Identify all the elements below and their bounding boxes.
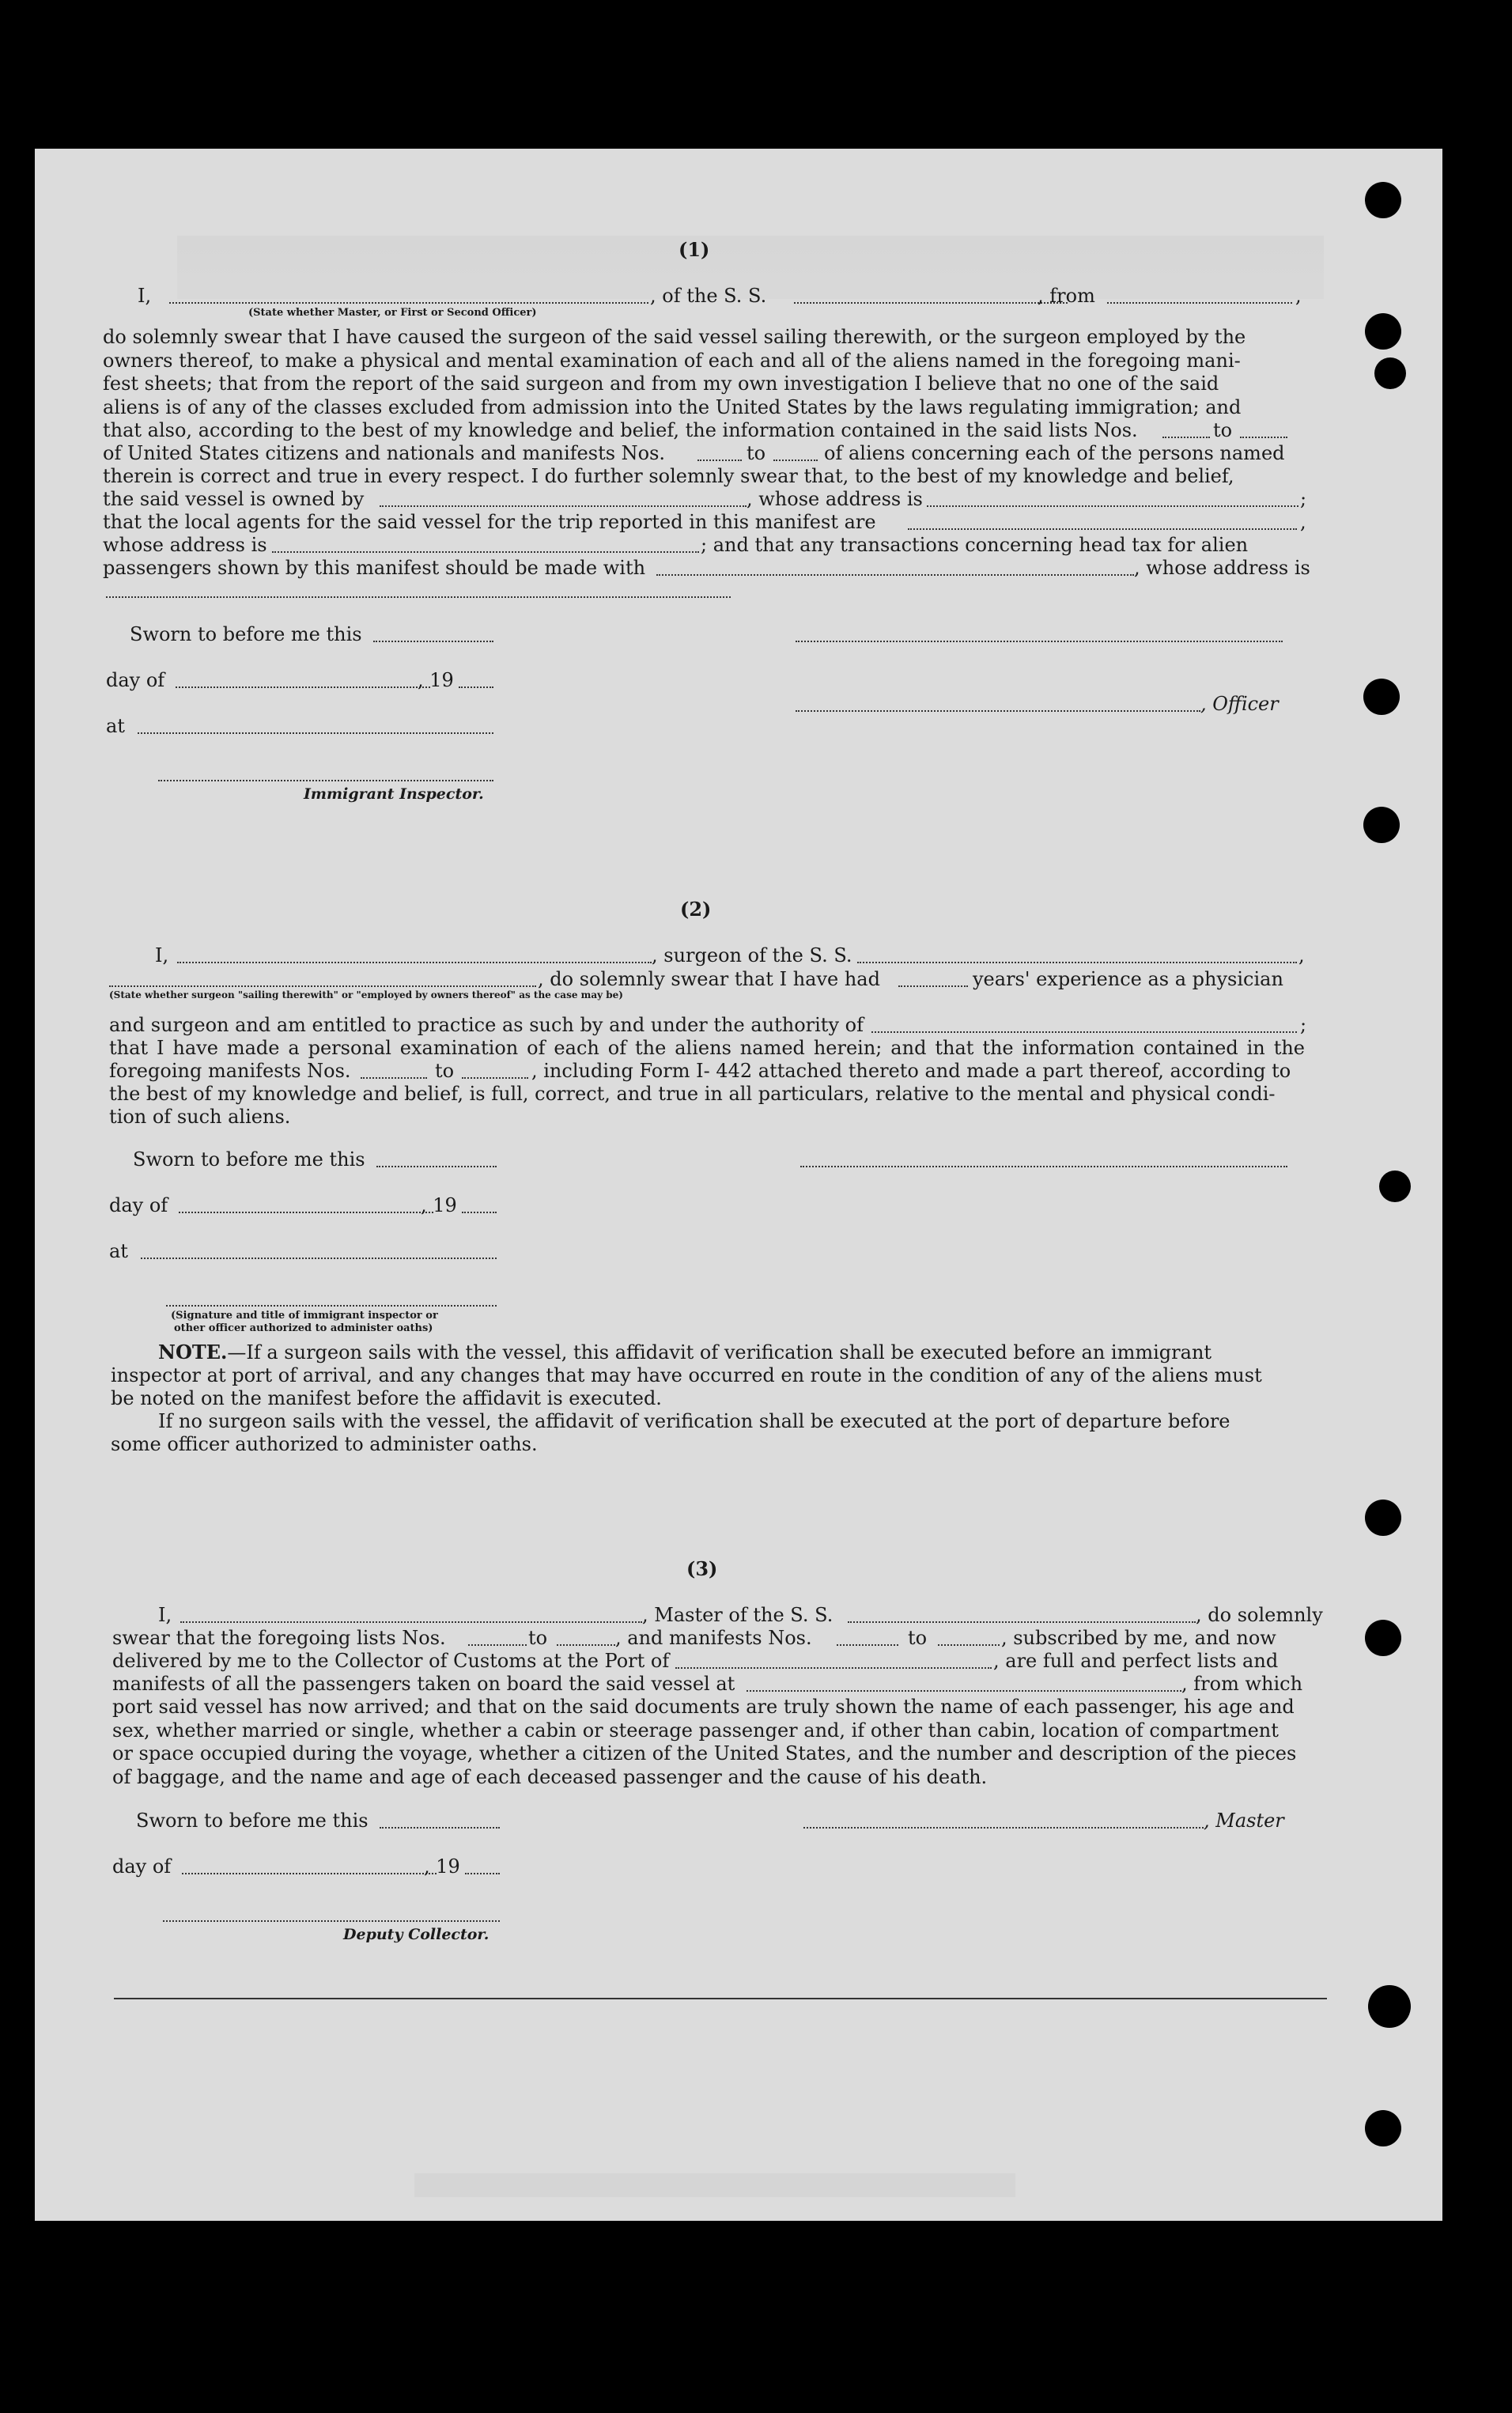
section-1-number: (1) (679, 238, 710, 261)
s3-deputy-label: Deputy Collector. (343, 1926, 490, 1943)
s3-swear-lists: swear that the foregoing lists Nos. (112, 1627, 446, 1649)
s1-inspector-label: Immigrant Inspector. (304, 785, 484, 803)
s3-i: I, (158, 1604, 172, 1626)
s2-authority-blank[interactable] (871, 1031, 1297, 1033)
s3-from-which: , from which (1181, 1673, 1303, 1695)
s3-oath-text (112, 1696, 1329, 1789)
s3-and-manifests: , and manifests Nos. (615, 1627, 812, 1649)
s1-sworn-blank[interactable] (373, 641, 493, 642)
s1-head-tax-blank[interactable] (656, 574, 1134, 576)
s3-vessel-blank[interactable] (848, 1621, 1196, 1623)
s3-master-signature-blank[interactable] (803, 1827, 1204, 1829)
punch-hole (1365, 182, 1401, 218)
s2-manifest-to-blank[interactable] (462, 1077, 528, 1079)
s2-day-of: day of (109, 1194, 168, 1216)
punch-hole (1365, 2110, 1401, 2146)
s1-day-of: day of (106, 669, 165, 691)
s2-note-5: some officer authorized to administer oaths. (111, 1433, 538, 1455)
s1-agents-address-blank[interactable] (272, 551, 699, 553)
s1-manifest-from-blank[interactable] (697, 460, 742, 461)
s3-lists-to: to (528, 1627, 548, 1649)
s2-state-note: (State whether surgeon "sailing therewith" or "employed by owners thereof" as the case may be) (109, 989, 623, 1000)
s1-manifest-to-blank[interactable] (773, 460, 818, 461)
s2-swear: , do solemnly swear that I have had (538, 968, 880, 990)
punch-hole (1368, 1985, 1411, 2028)
s3-year-blank[interactable] (465, 1873, 500, 1874)
s3-master-name-blank[interactable] (180, 1621, 642, 1623)
punch-hole (1365, 1620, 1401, 1656)
s1-line-6: of United States citizens and nationals and manifests Nos. (103, 442, 666, 464)
s1-inspector-signature-blank[interactable] (158, 780, 493, 781)
s2-authority: and surgeon and am entitled to practice as such by and under the authority of (109, 1014, 864, 1036)
s2-note-4: If no surgeon sails with the vessel, the affidavit of verification shall be executed at the port of departure before (158, 1410, 1230, 1432)
s2-foregoing: foregoing manifests Nos. (109, 1060, 351, 1082)
s2-note-1: —If a surgeon sails with the vessel, this affidavit of verification shall be executed before an immigrant (227, 1341, 1212, 1363)
s2-sworn-blank[interactable] (376, 1166, 497, 1167)
s3-manifests-all: manifests of all the passengers taken on board the said vessel at (112, 1673, 735, 1695)
s1-owner-address: , whose address is (747, 488, 923, 510)
s2-year: , 19 (421, 1194, 457, 1216)
s1-line-2: owners thereof, to make a physical and mental examination of each and all of the aliens named in the foregoing mani- (103, 349, 1241, 372)
s1-head-tax-address-blank[interactable] (106, 596, 731, 598)
s1-line-3: fest sheets; that from the report of the said surgeon and from my own investigation I believe that no one of the said (103, 373, 1219, 395)
s3-deputy-signature-blank[interactable] (163, 1920, 500, 1922)
section-3-number: (3) (686, 1557, 718, 1580)
s1-state-note: (State whether Master, or First or Second Officer) (248, 307, 537, 319)
s2-surgeon-of: , surgeon of the S. S. (652, 944, 852, 966)
manifest-back-page (35, 149, 1442, 2221)
s2-semicolon: ; (1300, 1014, 1307, 1036)
punch-hole (1363, 807, 1400, 843)
bleed-through-footer (414, 2173, 1015, 2197)
s2-best: the best of my knowledge and belief, is full, correct, and true in all particulars, relative to the mental and physical condi- (109, 1083, 1276, 1105)
s1-line-7: therein is correct and true in every respect. I do further solemnly swear that, to the best of my knowledge and belief, (103, 465, 1234, 487)
s3-lists-to-blank[interactable] (557, 1644, 615, 1646)
s3-day-blank[interactable] (182, 1873, 437, 1874)
s2-signature-blank[interactable] (800, 1166, 1287, 1167)
s2-vessel-blank[interactable] (857, 962, 1297, 963)
s1-line-11: passengers shown by this manifest should be made with (103, 557, 646, 579)
s1-head-tax: ; and that any transactions concerning head tax for alien (701, 534, 1249, 556)
s2-note-label: NOTE. (158, 1341, 228, 1363)
punch-hole (1365, 1500, 1401, 1536)
s2-note-line-1 (158, 1341, 1211, 1363)
s1-line-5: that also, according to the best of my knowledge and belief, the information contained in the said lists Nos. (103, 419, 1138, 441)
s2-form: , including Form I- 442 attached thereto and made a part thereof, according to (531, 1060, 1291, 1082)
s2-tion: tion of such aliens. (109, 1106, 291, 1128)
s1-day-blank[interactable] (176, 686, 430, 688)
s3-master-label: , Master (1204, 1810, 1284, 1832)
s2-sig-note-1: (Signature and title of immigrant inspector or (171, 1310, 438, 1322)
s3-lists-from-blank[interactable] (468, 1644, 527, 1646)
s3-line-3: or space occupied during the voyage, whether a citizen of the United States, and the number and description of the pieces (112, 1742, 1297, 1764)
s2-surgeon-name-blank[interactable] (177, 962, 652, 963)
s3-line-4: of baggage, and the name and age of each deceased passenger and the cause of his death. (112, 1765, 988, 1788)
s2-to: to (435, 1060, 455, 1082)
s1-of-ss: , of the S. S. (650, 285, 767, 307)
s2-year-blank[interactable] (462, 1212, 497, 1213)
s1-owner-blank[interactable] (380, 505, 747, 507)
s1-of-aliens: of aliens concerning each of the persons named (824, 442, 1285, 464)
s1-agents-blank[interactable] (908, 528, 1297, 530)
s1-owner-address-blank[interactable] (927, 505, 1298, 507)
punch-hole (1379, 1171, 1411, 1202)
s2-surgeon-type-blank[interactable] (109, 985, 536, 987)
punch-hole (1363, 679, 1400, 715)
s1-end-comma: , (1295, 285, 1302, 307)
s1-lists-to: to (1213, 419, 1233, 441)
s3-delivered: delivered by me to the Collector of Customs at the Port of (112, 1650, 670, 1672)
s3-day-of: day of (112, 1855, 172, 1878)
s3-manifest-to: to (908, 1627, 928, 1649)
s1-year-blank[interactable] (459, 686, 493, 688)
s1-line-9: that the local agents for the said vessel for the trip reported in this manifest are (103, 511, 876, 533)
s3-port-blank[interactable] (675, 1667, 992, 1669)
s1-year: , 19 (418, 669, 454, 691)
s2-years: years' experience as a physician (973, 968, 1283, 990)
s3-manifest-to-blank[interactable] (938, 1644, 1000, 1646)
s1-line-8: the said vessel is owned by (103, 488, 365, 510)
s2-day-blank[interactable] (179, 1212, 433, 1213)
s1-semicolon: ; (1300, 488, 1307, 510)
s1-line-1: do solemnly swear that I have caused the surgeon of the said vessel sailing therewith, or the surgeon employed by the (103, 326, 1246, 348)
s3-full-perfect: , are full and perfect lists and (993, 1650, 1279, 1672)
s1-lists-from-blank[interactable] (1162, 437, 1210, 438)
s2-manifest-from-blank[interactable] (361, 1077, 427, 1079)
punch-hole (1374, 357, 1406, 389)
s1-line-10: whose address is (103, 534, 267, 556)
bottom-rule (114, 1998, 1327, 1999)
s1-manifest-to: to (747, 442, 766, 464)
s2-inspector-signature-blank[interactable] (166, 1305, 497, 1307)
s3-year: , 19 (424, 1855, 460, 1878)
s1-officer-label: , Officer (1200, 693, 1279, 715)
s1-officer-blank[interactable] (796, 710, 1200, 712)
s2-end-comma: , (1298, 944, 1305, 966)
s1-lists-to-blank[interactable] (1240, 437, 1287, 438)
s2-sworn: Sworn to before me this (133, 1148, 365, 1171)
s1-vessel-blank[interactable] (794, 302, 1068, 304)
s3-sworn: Sworn to before me this (136, 1810, 369, 1832)
s2-note-3: be noted on the manifest before the affidavit is executed. (111, 1387, 662, 1409)
s1-at: at (106, 715, 125, 737)
s1-line-4: aliens is of any of the classes excluded from admission into the United States by the laws regulating immigration; and (103, 395, 1242, 418)
s2-at: at (109, 1240, 128, 1262)
s3-do-solemnly: , do solemnly (1196, 1604, 1323, 1626)
s1-officer-name-blank[interactable] (169, 302, 648, 304)
s1-agents-comma: , (1300, 511, 1306, 533)
s2-note-2: inspector at port of arrival, and any changes that may have occurred en route in the condition of any of the aliens must (111, 1364, 1262, 1386)
s2-at-blank[interactable] (141, 1258, 497, 1259)
s1-head-tax-address: , whose address is (1134, 557, 1310, 579)
section-2-number: (2) (680, 898, 712, 921)
s1-at-blank[interactable] (138, 732, 493, 734)
s1-sworn: Sworn to before me this (130, 623, 362, 645)
s3-manifest-from-blank[interactable] (837, 1644, 898, 1646)
s1-from: , from (1038, 285, 1095, 307)
s2-i: I, (155, 944, 169, 966)
s3-subscribed: , subscribed by me, and now (1001, 1627, 1276, 1649)
s1-i: I, (138, 285, 152, 307)
s3-port-departure-blank[interactable] (747, 1690, 1181, 1692)
s3-master-of: , Master of the S. S. (642, 1604, 833, 1626)
s3-line-1: port said vessel has now arrived; and that on the said documents are truly shown the name of each passenger, his age and (112, 1696, 1295, 1718)
s1-oath-text (103, 326, 1325, 419)
s1-from-blank[interactable] (1107, 302, 1292, 304)
s2-years-blank[interactable] (898, 985, 968, 987)
punch-hole (1365, 313, 1401, 350)
s2-exam: that I have made a personal examination of each of the aliens named herein; and that the information contained in the (109, 1037, 1305, 1059)
s1-signature-blank[interactable] (796, 641, 1283, 642)
s3-sworn-blank[interactable] (380, 1827, 500, 1829)
s3-line-2: sex, whether married or single, whether a cabin or steerage passenger and, if other than cabin, location of compartment (112, 1719, 1279, 1742)
s2-sig-note-2: other officer authorized to administer oaths) (174, 1322, 433, 1334)
